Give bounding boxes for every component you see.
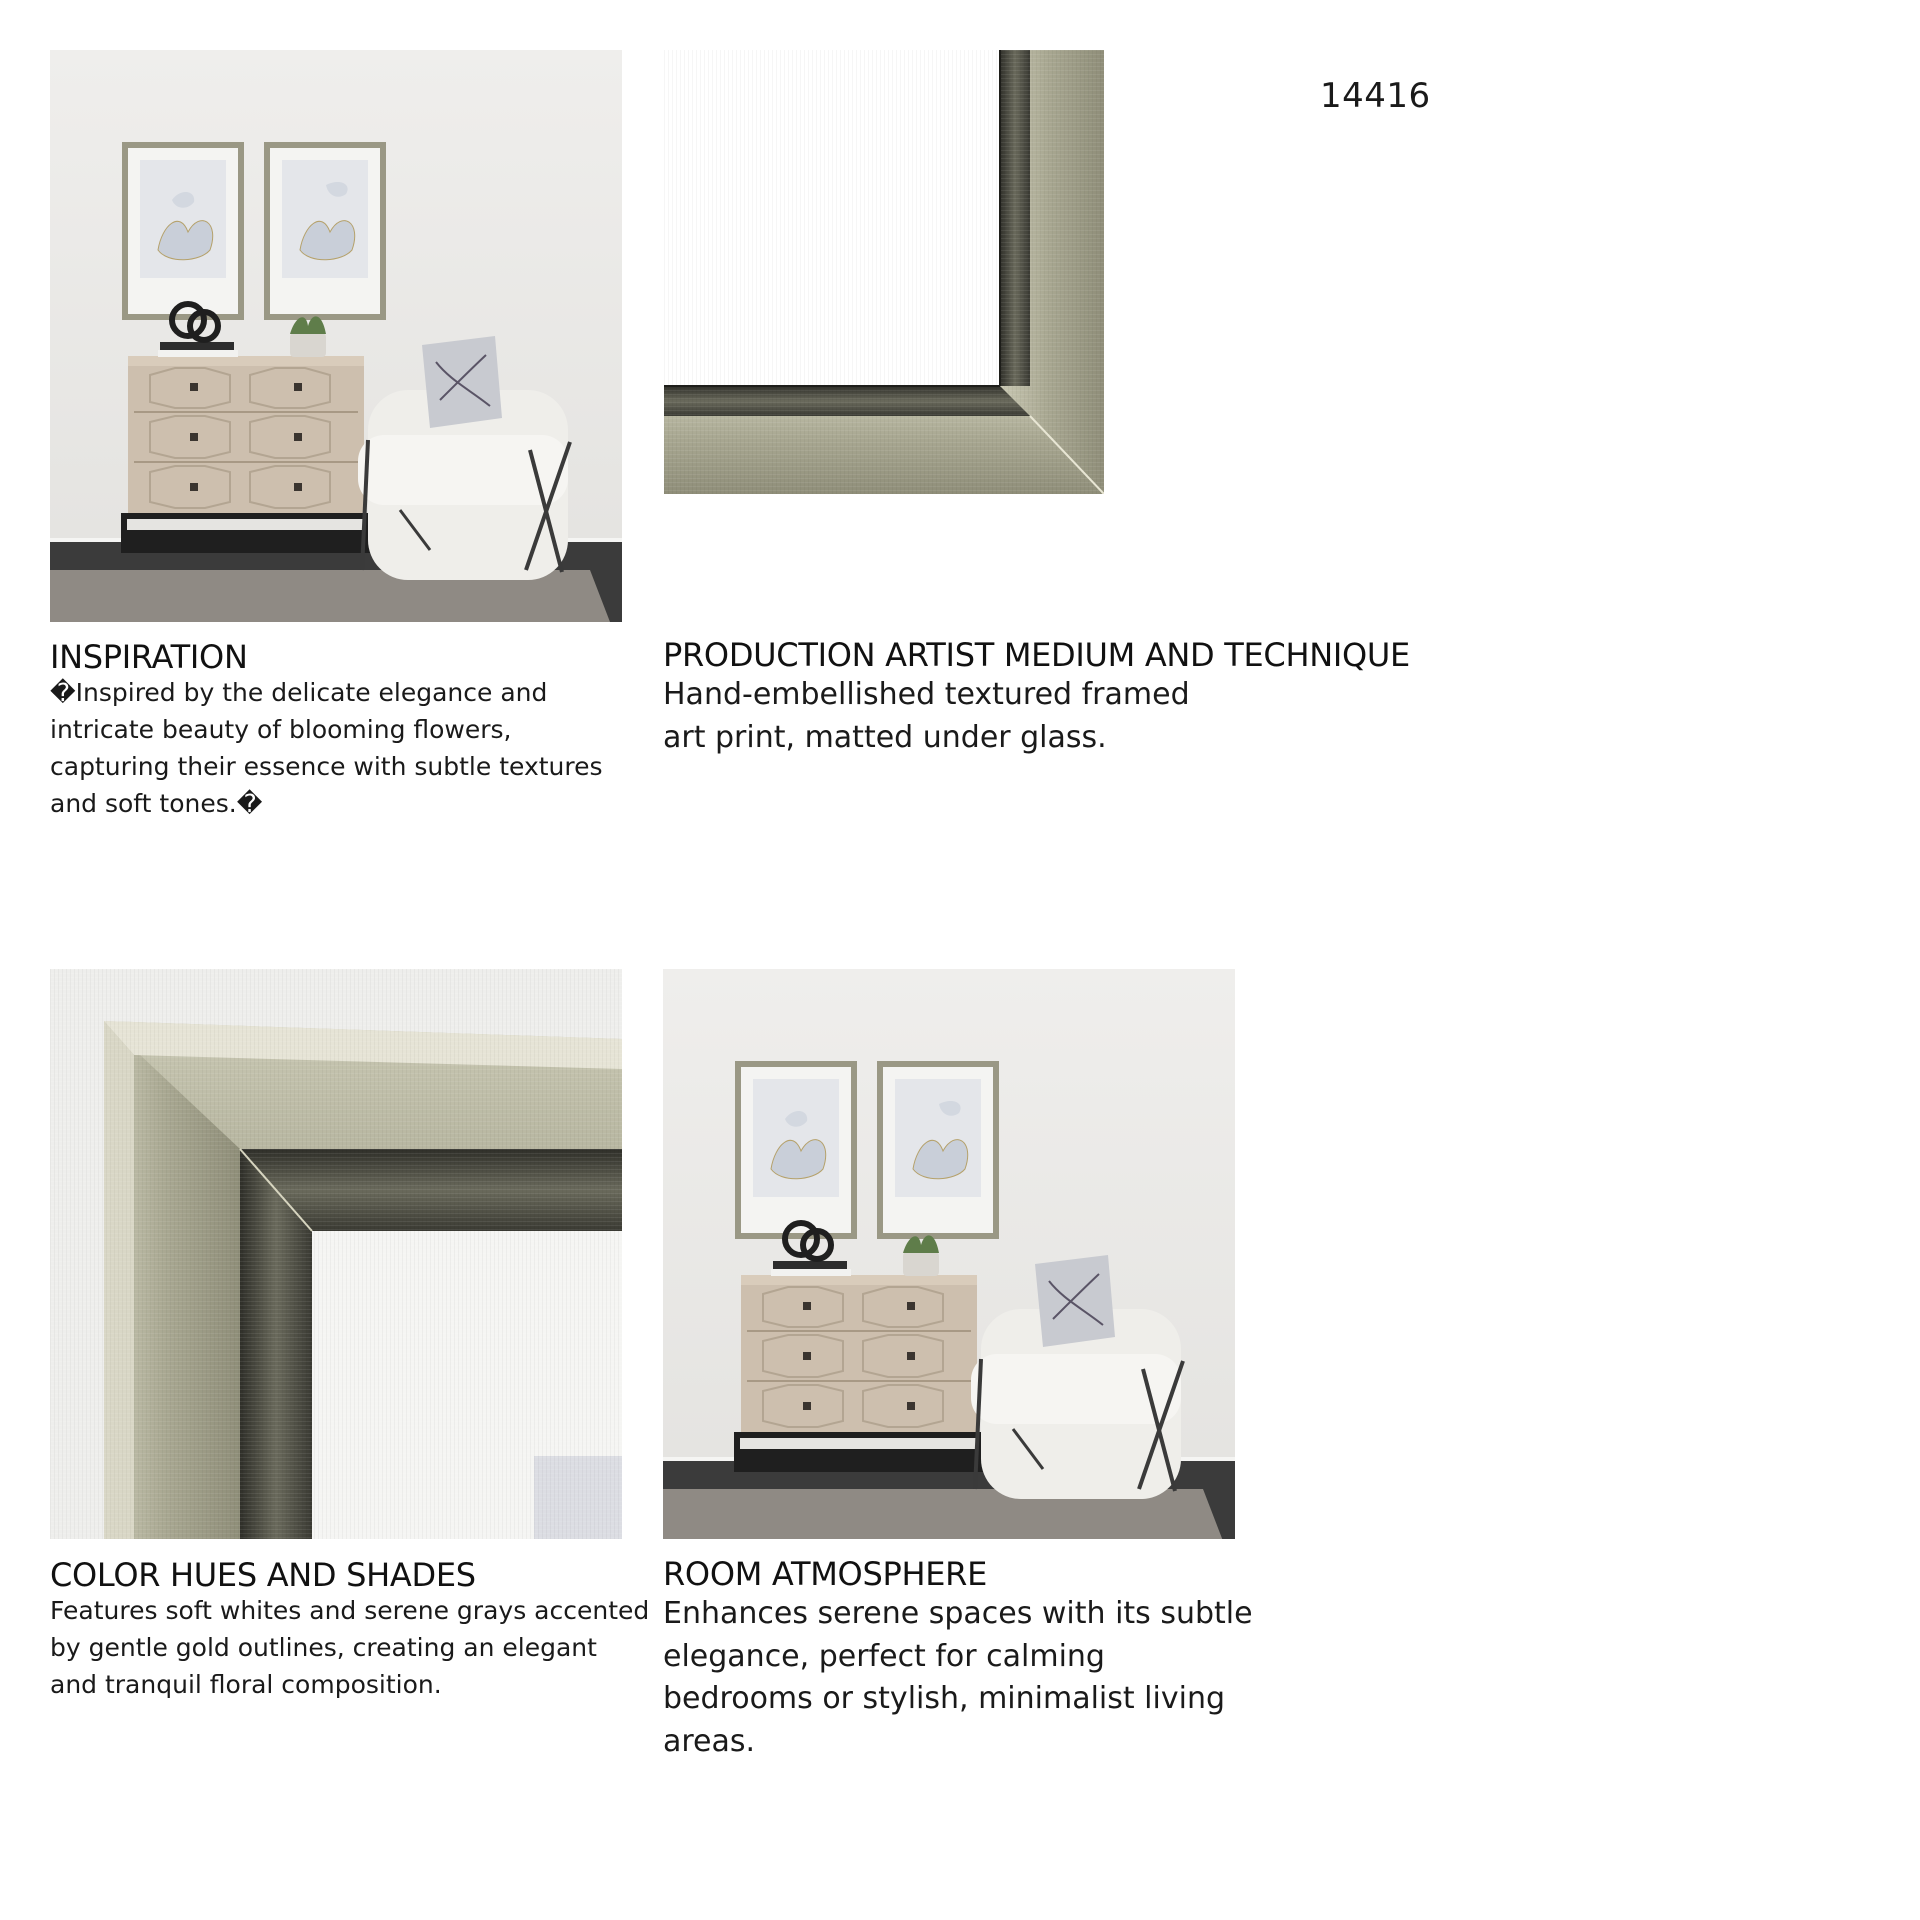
room-heading: ROOM ATMOSPHERE: [663, 1555, 987, 1593]
room-scene-photo: [50, 50, 622, 622]
inspiration-heading: INSPIRATION: [50, 638, 248, 676]
frame-corner-sample: [664, 50, 1104, 494]
color-text: Features soft whites and serene grays accented by gentle gold outlines, creating an elegant and tranquil floral composition.: [50, 1596, 650, 1699]
product-sku: 14416: [1320, 76, 1431, 116]
inspiration-text: �Inspired by the delicate elegance and intricate beauty of blooming flowers, capturing their essence with subtle textures and soft tones.�: [50, 678, 603, 818]
frame-corner-illustration: [664, 50, 1104, 494]
color-heading: COLOR HUES AND SHADES: [50, 1556, 476, 1594]
production-heading: PRODUCTION ARTIST MEDIUM AND TECHNIQUE: [663, 636, 1410, 674]
frame-closeup-illustration: [50, 969, 622, 1539]
frame-closeup-photo: [50, 969, 622, 1539]
room-atmosphere-illustration: [663, 969, 1235, 1539]
production-text: Hand-embellished textured framed art print, matted under glass.: [663, 677, 1190, 755]
room-scene-illustration: [50, 50, 622, 622]
room-text: Enhances serene spaces with its subtle elegance, perfect for calming bedrooms or stylish, minimalist living areas.: [663, 1596, 1253, 1759]
room-atmosphere-photo: [663, 969, 1235, 1539]
